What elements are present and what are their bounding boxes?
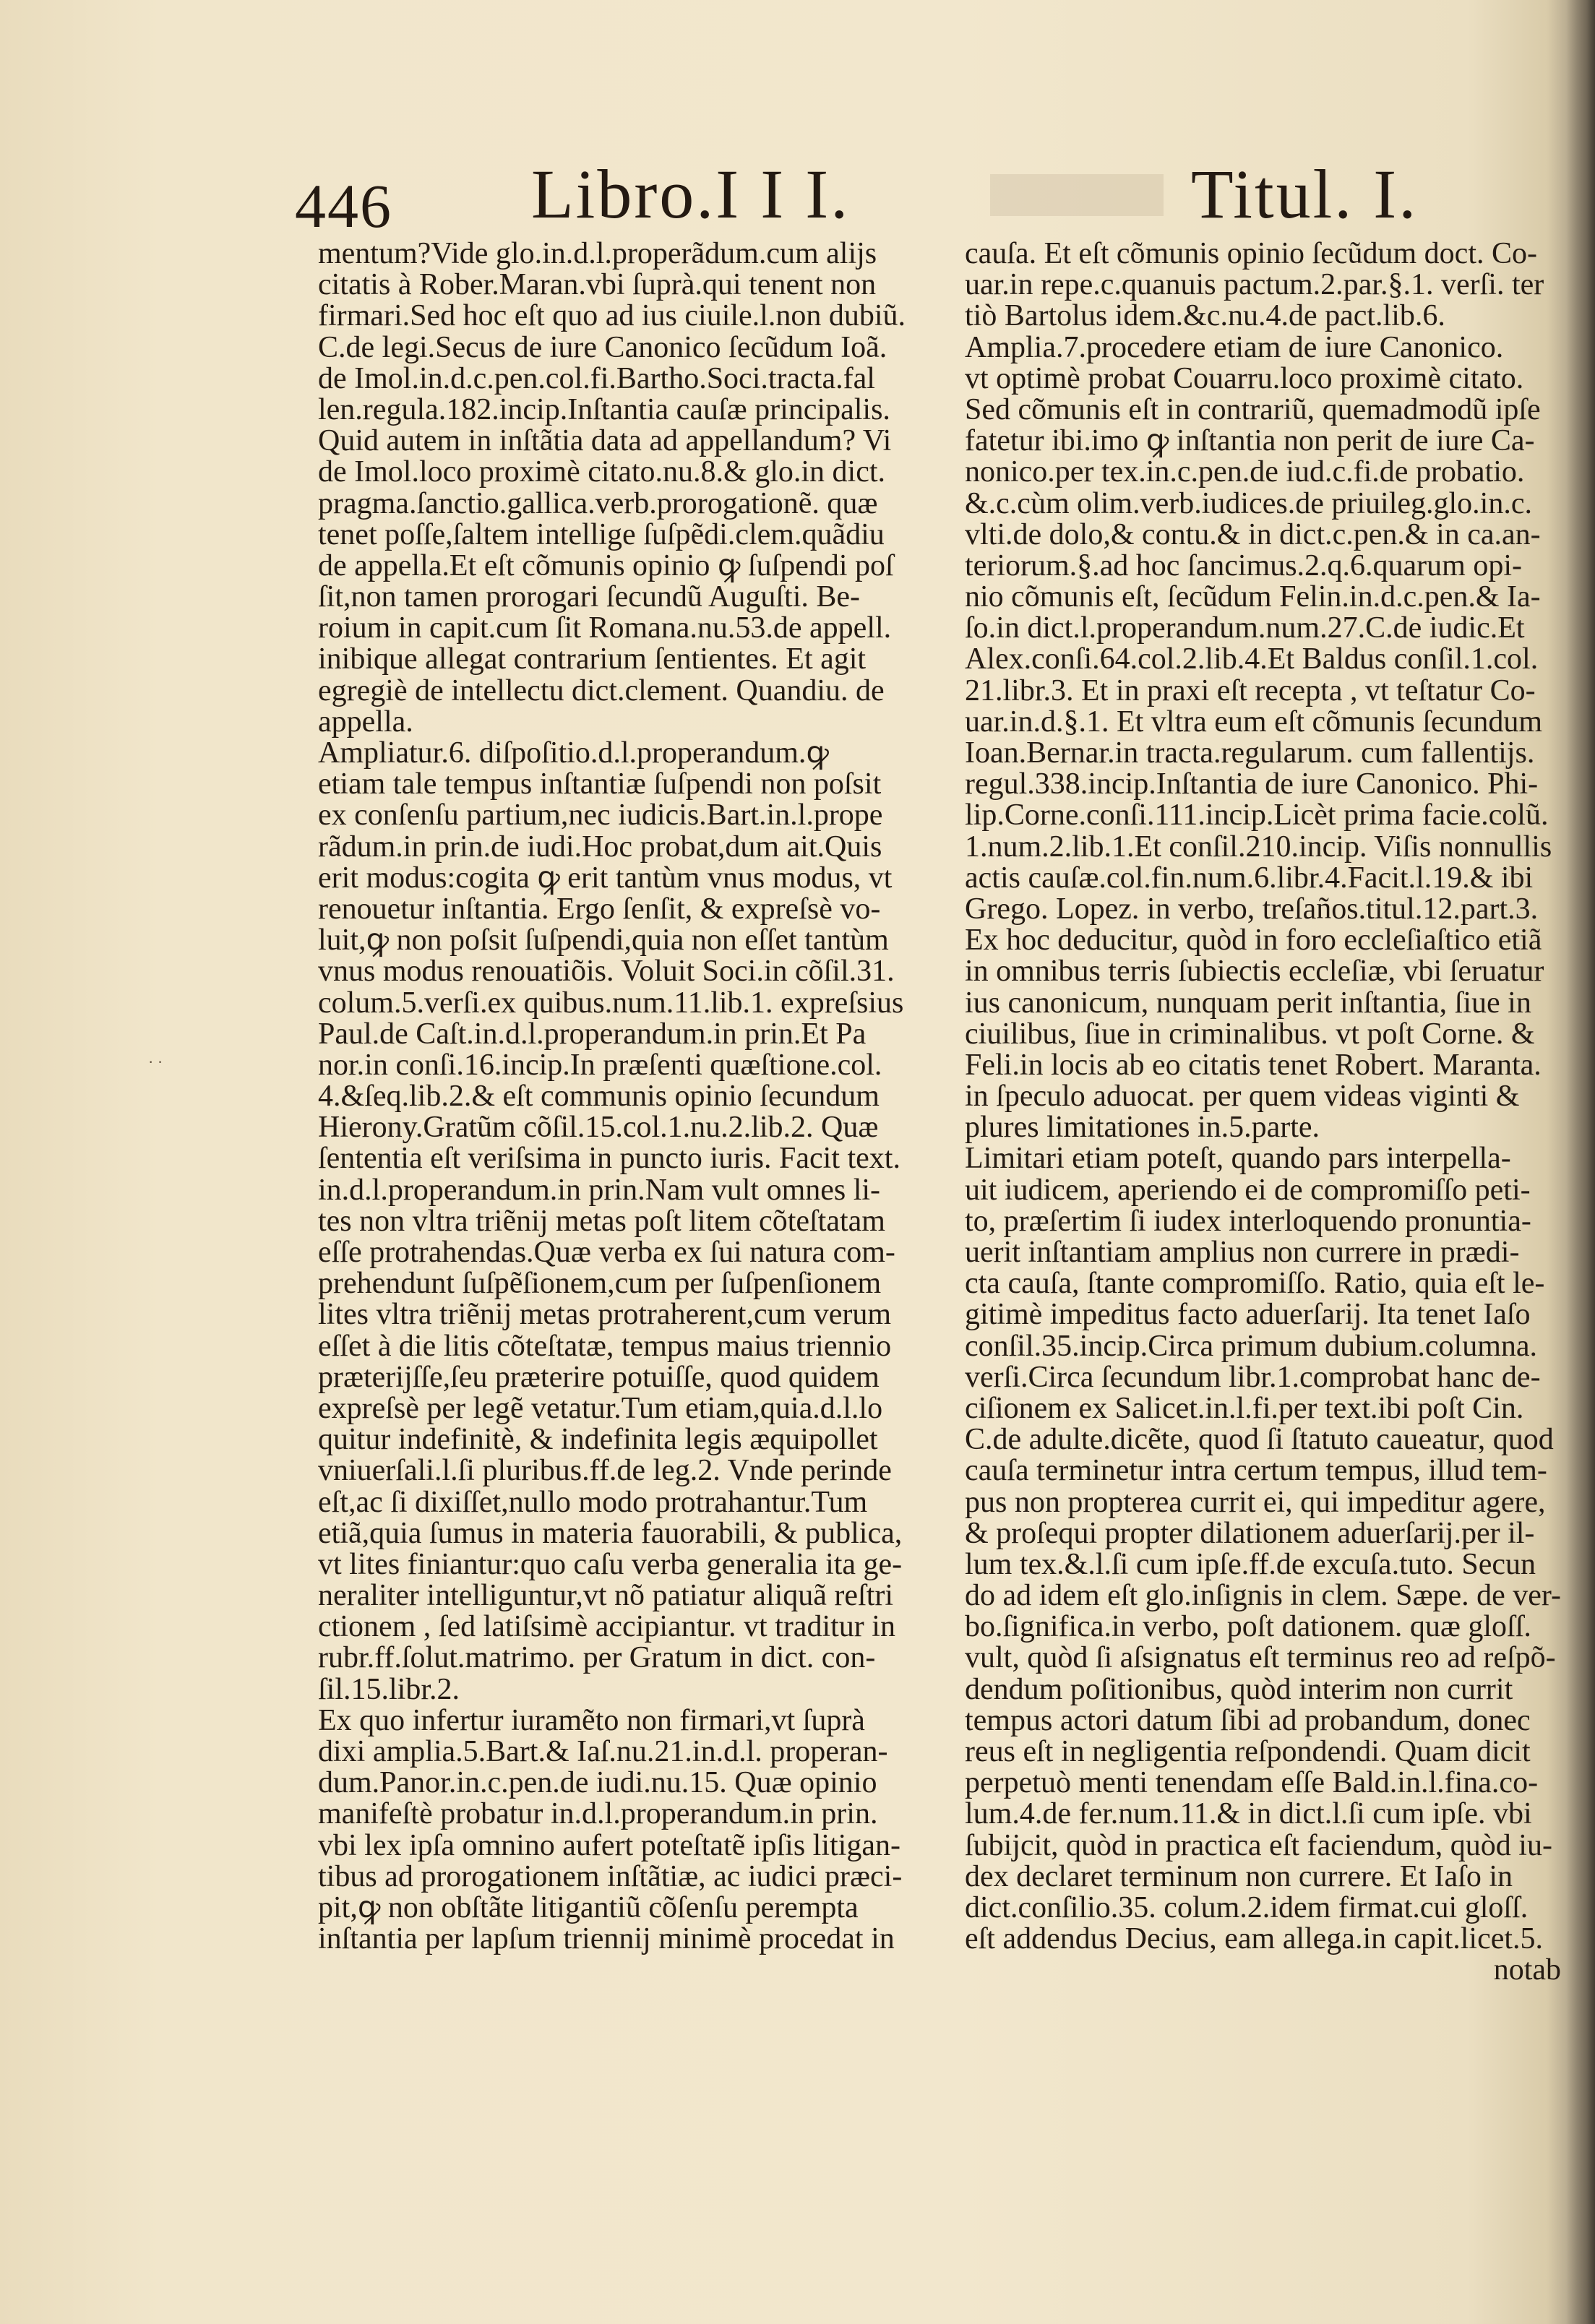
- text-line: verſi.Circa ſecundum libr.1.comprobat hanc de-: [965, 1360, 1541, 1394]
- text-line: prehendunt ſuſpẽſionem,cum per ſuſpenſionem: [318, 1267, 882, 1301]
- text-line: erit modus:cogita ꝙ erit tantùm vnus modus, vt: [318, 861, 893, 895]
- text-line: tiò Bartolus idem.&c.nu.4.de pact.lib.6.: [965, 299, 1445, 333]
- text-line: cauſa. Et eſt cõmunis opinio ſecũdum doct. Co-: [965, 237, 1537, 270]
- text-line: teriorum.§.ad hoc ſancimus.2.q.6.quarum opi-: [965, 548, 1522, 582]
- left-text-column: [318, 238, 940, 1955]
- text-line: appella.: [318, 705, 413, 739]
- faded-heading-mark: [990, 174, 1164, 216]
- text-line: eſſe protrahendas.Quæ verba ex ſui natura com-: [318, 1236, 895, 1269]
- book-title: Libro.I I I.: [531, 155, 851, 233]
- text-line: lum.4.de fer.num.11.& in dict.l.ſi cum ipſe. vbi: [965, 1797, 1532, 1831]
- right-text-column: [965, 238, 1561, 1987]
- text-line: firmari.Sed hoc eſt quo ad ius ciuile.l.non dubiũ.: [318, 299, 906, 333]
- text-line: mentum?Vide glo.in.d.l.properãdum.cum alijs: [318, 237, 877, 270]
- folio-number: 446: [295, 171, 392, 241]
- text-line: Grego. Lopez. in verbo, treſaños.titul.12.part.3.: [965, 892, 1539, 926]
- text-line: Paul.de Caſt.in.d.l.properandum.in prin.Et Pa: [318, 1017, 867, 1051]
- text-line: plures limitationes in.5.parte.: [965, 1111, 1320, 1145]
- text-line: pit,ꝙ non obſtãte litigantiũ cõſenſu perempta: [318, 1890, 859, 1924]
- text-line: to, præſertim ſi iudex interloquendo pronuntia-: [965, 1204, 1531, 1238]
- text-line: len.regula.182.incip.Inſtantia cauſæ principalis.: [318, 392, 890, 426]
- text-line: eſt addendus Decius, eam allega.in capit.licet.5.: [965, 1922, 1544, 1956]
- text-line: tempus actori datum ſibi ad probandum, donec: [965, 1703, 1531, 1737]
- text-line: quitur indefinitè, & indefinita legis æquipollet: [318, 1423, 878, 1457]
- text-line: nonico.per tex.in.c.pen.de iud.c.fi.de probatio.: [965, 455, 1525, 489]
- text-line: eſt,ac ſi dixiſſet,nullo modo protrahantur.Tum: [318, 1485, 868, 1519]
- text-line: inſtantia per lapſum triennij minimè procedat in: [318, 1922, 895, 1956]
- text-line: ex conſenſu partium,nec iudicis.Bart.in.l.prope: [318, 799, 883, 832]
- text-line: Hierony.Gratũm cõſil.15.col.1.nu.2.lib.2. Quæ: [318, 1111, 879, 1145]
- text-line: ſo.in dict.l.properandum.num.27.C.de iudic.Et: [965, 611, 1525, 645]
- text-line: colum.5.verſi.ex quibus.num.11.lib.1. expreſsius: [318, 986, 904, 1020]
- text-line: in.d.l.properandum.in prin.Nam vult omnes li-: [318, 1173, 881, 1207]
- text-line: ſit,non tamen prorogari ſecundũ Auguſti. Be-: [318, 580, 861, 614]
- text-line: ciuilibus, ſiue in criminalibus. vt poſt Corne. &: [965, 1017, 1535, 1051]
- text-line: lites vltra triẽnij metas protraherent,cum verum: [318, 1298, 892, 1332]
- text-line: luit,ꝙ non poſsit ſuſpendi,quia non eſſet tantùm: [318, 924, 889, 957]
- text-line: dendum poſitionibus, quòd interim non currit: [965, 1672, 1513, 1706]
- text-line: lip.Corne.conſi.111.incip.Licèt prima facie.colũ.: [965, 799, 1549, 832]
- text-line: expreſsè per legẽ vetatur.Tum etiam,quia.d.l.lo: [318, 1391, 883, 1425]
- catchword: notab: [1493, 1953, 1561, 1987]
- text-line: de appella.Et eſt cõmunis opinio ꝙ ſuſpendi poſ: [318, 548, 894, 582]
- text-line: egregiè de intellectu dict.clement. Quandiu. de: [318, 673, 885, 707]
- text-line: & proſequi propter dilationem aduerſarij.per il-: [965, 1516, 1535, 1550]
- text-line: perpetuò menti tenendam eſſe Bald.in.l.fina.co-: [965, 1766, 1539, 1800]
- text-line: etiã,quia ſumus in materia fauorabili, & publica,: [318, 1516, 903, 1550]
- text-line: rãdum.in prin.de iudi.Hoc probat,dum ait.Quis: [318, 830, 882, 864]
- text-line: etiam tale tempus inſtantiæ ſuſpendi non poſsit: [318, 767, 882, 801]
- text-line: ius canonicum, nunquam perit inſtantia, ſiue in: [965, 986, 1531, 1020]
- text-line: dict.conſilio.35. colum.2.idem firmat.cui gloſſ.: [965, 1890, 1529, 1924]
- text-line: pus non propterea currit ei, qui impeditur agere,: [965, 1485, 1546, 1519]
- text-line: nio cõmunis eſt, ſecũdum Felin.in.d.c.pen.& Ia-: [965, 580, 1541, 614]
- text-line: vlti.de dolo,& contu.& in dict.c.pen.& in ca.an-: [965, 517, 1541, 551]
- text-line: gitimè impeditus facto aduerſarij. Ita tenet Iaſo: [965, 1298, 1531, 1332]
- text-line: Feli.in locis ab eo citatis tenet Robert. Maranta.: [965, 1048, 1542, 1082]
- text-line: cauſa terminetur intra certum tempus, illud tem-: [965, 1454, 1547, 1488]
- text-line: Alex.conſi.64.col.2.lib.4.Et Baldus conſil.1.col.: [965, 642, 1539, 676]
- text-line: vt optimè probat Couarru.loco proximè citato.: [965, 361, 1524, 395]
- text-line: eſſet à die litis cõteſtatæ, tempus maius triennio: [318, 1329, 892, 1363]
- text-line: tenet poſſe,ſaltem intellige ſuſpẽdi.clem.quãdiu: [318, 517, 885, 551]
- text-line: Ioan.Bernar.in tracta.regularum. cum fallentijs.: [965, 736, 1535, 770]
- text-line: de Imol.in.d.c.pen.col.fi.Bartho.Soci.tracta.fal: [318, 361, 875, 395]
- text-line: citatis à Rober.Maran.vbi ſuprà.qui tenent non: [318, 268, 877, 302]
- text-line: C.de legi.Secus de iure Canonico ſecũdum Ioã.: [318, 330, 887, 364]
- text-line: Quid autem in inſtãtia data ad appellandum? Vi: [318, 424, 892, 458]
- text-line: 1.num.2.lib.1.Et conſil.210.incip. Viſis nonnullis: [965, 830, 1552, 864]
- text-line: ſil.15.libr.2.: [318, 1672, 460, 1706]
- text-line: ſubijcit, quòd in practica eſt faciendum, quòd iu-: [965, 1828, 1552, 1862]
- text-line: conſil.35.incip.Circa primum dubium.columna.: [965, 1329, 1538, 1363]
- text-line: C.de adulte.dicẽte, quod ſi ſtatuto caueatur, quod: [965, 1423, 1554, 1457]
- text-line: Sed cõmunis eſt in contrariũ, quemadmodũ ipſe: [965, 392, 1541, 426]
- text-line: cta cauſa, ſtante compromiſſo. Ratio, quia eſt le-: [965, 1267, 1545, 1301]
- text-line: pragma.ſanctio.gallica.verb.prorogationẽ. quæ: [318, 486, 878, 520]
- titulus-heading: Titul. I.: [1191, 155, 1419, 233]
- text-line: vbi lex ipſa omnino aufert poteſtatẽ ipſis litigan-: [318, 1828, 900, 1862]
- text-line: dum.Panor.in.c.pen.de iudi.nu.15. Quæ opinio: [318, 1766, 877, 1800]
- text-line: &.c.cùm olim.verb.iudices.de priuileg.glo.in.c.: [965, 486, 1532, 520]
- text-line: Amplia.7.procedere etiam de iure Canonico.: [965, 330, 1504, 364]
- text-line: tibus ad prorogationem inſtãtiæ, ac iudici præci-: [318, 1859, 903, 1893]
- text-line: inibique allegat contrarium ſentientes. Et agit: [318, 642, 867, 676]
- text-line: in omnibus terris ſubiectis eccleſiæ, vbi ſeruatur: [965, 955, 1544, 989]
- text-line: uit iudicem, aperiendo ei de compromiſſo peti-: [965, 1173, 1531, 1207]
- text-line: lum tex.&.l.ſi cum ipſe.ff.de excuſa.tuto. Secun: [965, 1547, 1536, 1581]
- text-line: uerit inſtantiam amplius non currere in prædi-: [965, 1236, 1520, 1269]
- text-line: neraliter intelliguntur,vt nõ patiatur aliquã reſtri: [318, 1579, 894, 1613]
- text-line: Ampliatur.6. diſpoſitio.d.l.properandum.ꝙ: [318, 736, 829, 770]
- text-line: in ſpeculo aduocat. per quem videas viginti &: [965, 1080, 1520, 1114]
- running-head: [0, 148, 1595, 241]
- text-line: uar.in.d.§.1. Et vltra eum eſt cõmunis ſecundum: [965, 705, 1543, 739]
- text-line: do ad idem eſt glo.inſignis in clem. Sæpe. de ver-: [965, 1579, 1562, 1613]
- text-line: bo.ſignifica.in verbo, poſt dationem. quæ gloſſ.: [965, 1610, 1531, 1644]
- binding-shadow: [1566, 0, 1595, 2324]
- text-line: Limitari etiam poteſt, quando pars interpella-: [965, 1142, 1511, 1176]
- text-line: dex declaret terminum non currere. Et Iaſo in: [965, 1859, 1513, 1893]
- text-line: fatetur ibi.imo ꝙ inſtantia non perit de iure Ca-: [965, 424, 1535, 458]
- text-line: Ex quo infertur iuramẽto non firmari,vt ſuprà: [318, 1703, 865, 1737]
- text-line: vnus modus renouatiõis. Voluit Soci.in cõſil.31.: [318, 955, 895, 989]
- text-line: vt lites finiantur:quo caſu verba generalia ita ge-: [318, 1547, 903, 1581]
- text-line: præterijſſe,ſeu præterire potuiſſe, quod quidem: [318, 1360, 880, 1394]
- text-line: reus eſt in negligentia reſpondendi. Quam dicit: [965, 1735, 1531, 1768]
- text-line: vult, quòd ſi aſsignatus eſt terminus reo ad reſpõ-: [965, 1641, 1556, 1675]
- text-line: 4.&ſeq.lib.2.& eſt communis opinio ſecundum: [318, 1080, 880, 1114]
- text-line: renouetur inſtantia. Ergo ſenſit, & expreſsè vo-: [318, 892, 881, 926]
- text-line: ctionem , ſed latiſsimè accipiantur. vt traditur in: [318, 1610, 895, 1644]
- text-line: tes non vltra triẽnij metas poſt litem cõteſtatam: [318, 1204, 885, 1238]
- text-line: rubr.ff.ſolut.matrimo. per Gratum in dict. con-: [318, 1641, 876, 1675]
- text-line: ciſionem ex Salicet.in.l.fi.per text.ibi poſt Cin.: [965, 1391, 1524, 1425]
- margin-marks: · ·: [148, 1053, 163, 1071]
- text-line: 21.libr.3. Et in praxi eſt recepta , vt teſtatur Co-: [965, 673, 1536, 707]
- text-line: regul.338.incip.Inſtantia de iure Canonico. Phi-: [965, 767, 1539, 801]
- text-line: nor.in conſi.16.incip.In præſenti quæſtione.col.: [318, 1048, 882, 1082]
- text-line: roium in capit.cum ſit Romana.nu.53.de appell.: [318, 611, 892, 645]
- text-line: uar.in repe.c.quanuis pactum.2.par.§.1. verſi. ter: [965, 268, 1544, 302]
- text-line: dixi amplia.5.Bart.& Iaſ.nu.21.in.d.l. properan-: [318, 1735, 888, 1768]
- text-line: de Imol.loco proximè citato.nu.8.& glo.in dict.: [318, 455, 886, 489]
- text-line: actis cauſæ.col.fin.num.6.libr.4.Facit.l.19.& ibi: [965, 861, 1534, 895]
- text-line: Ex hoc deducitur, quòd in foro eccleſiaſtico etiã: [965, 924, 1542, 957]
- text-line: ſententia eſt veriſsima in puncto iuris. Facit text.: [318, 1142, 900, 1176]
- text-line: vniuerſali.l.ſi pluribus.ff.de leg.2. Vnde perinde: [318, 1454, 892, 1488]
- text-line: manifeſtè probatur in.d.l.properandum.in prin.: [318, 1797, 878, 1831]
